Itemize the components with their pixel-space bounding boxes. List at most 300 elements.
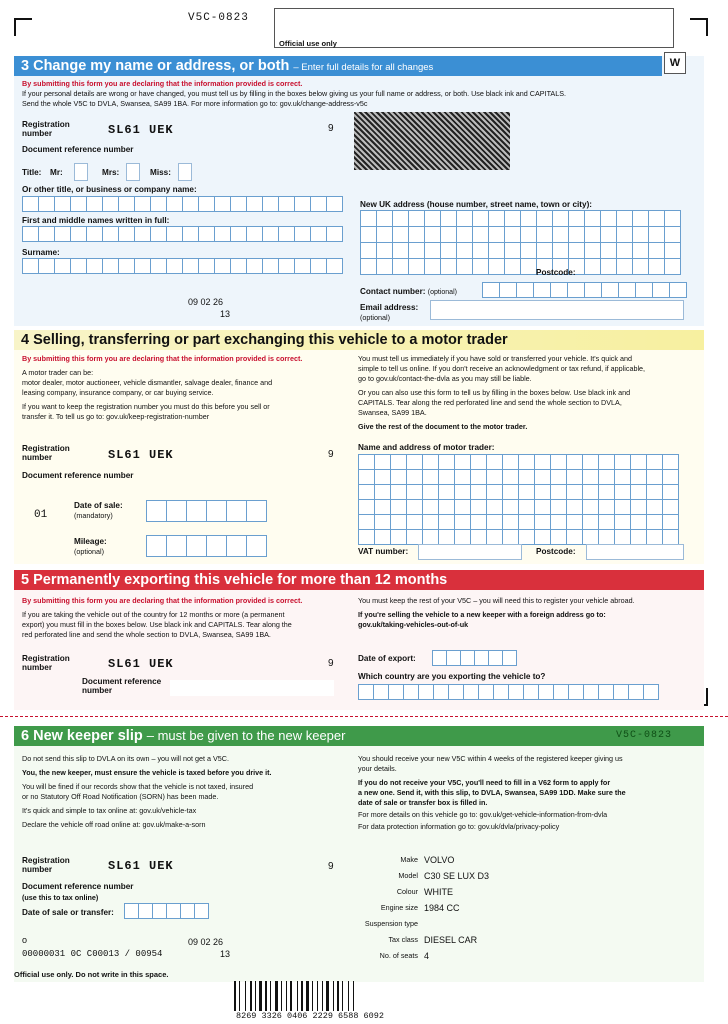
s3-other-title-boxes[interactable] (22, 196, 343, 212)
grid-cell[interactable] (441, 211, 457, 227)
grid-cell[interactable] (505, 243, 521, 259)
grid-cell[interactable] (505, 227, 521, 243)
grid-cell[interactable] (423, 500, 439, 515)
grid-cell[interactable] (503, 470, 519, 485)
grid-cell[interactable] (375, 455, 391, 470)
char-box[interactable] (71, 258, 87, 274)
char-box[interactable] (119, 258, 135, 274)
grid-cell[interactable] (647, 500, 663, 515)
grid-cell[interactable] (569, 243, 585, 259)
grid-cell[interactable] (505, 259, 521, 275)
grid-cell[interactable] (423, 470, 439, 485)
grid-cell[interactable] (425, 259, 441, 275)
char-box[interactable] (447, 650, 461, 666)
grid-cell[interactable] (407, 455, 423, 470)
char-box[interactable] (585, 282, 602, 298)
grid-cell[interactable] (583, 530, 599, 545)
grid-cell[interactable] (631, 500, 647, 515)
grid-cell[interactable] (487, 455, 503, 470)
grid-cell[interactable] (617, 259, 633, 275)
grid-cell[interactable] (439, 515, 455, 530)
grid-cell[interactable] (503, 530, 519, 545)
grid-cell[interactable] (457, 227, 473, 243)
grid-cell[interactable] (503, 500, 519, 515)
char-box[interactable] (327, 196, 343, 212)
char-box[interactable] (311, 196, 327, 212)
grid-cell[interactable] (615, 485, 631, 500)
grid-cell[interactable] (457, 259, 473, 275)
grid-cell[interactable] (519, 485, 535, 500)
grid-cell[interactable] (489, 259, 505, 275)
grid-cell[interactable] (567, 455, 583, 470)
char-box[interactable] (602, 282, 619, 298)
grid-cell[interactable] (455, 530, 471, 545)
char-box[interactable] (71, 226, 87, 242)
char-box[interactable] (327, 226, 343, 242)
char-box[interactable] (87, 226, 103, 242)
char-box[interactable] (489, 650, 503, 666)
grid-cell[interactable] (425, 211, 441, 227)
s3-surname-boxes[interactable] (22, 258, 343, 274)
grid-cell[interactable] (567, 485, 583, 500)
char-box[interactable] (183, 258, 199, 274)
char-box[interactable] (653, 282, 670, 298)
grid-cell[interactable] (615, 515, 631, 530)
grid-cell[interactable] (585, 227, 601, 243)
char-box[interactable] (295, 258, 311, 274)
grid-cell[interactable] (535, 470, 551, 485)
char-box[interactable] (55, 226, 71, 242)
s4-date-boxes[interactable] (146, 500, 267, 522)
char-box[interactable] (39, 196, 55, 212)
grid-cell[interactable] (599, 500, 615, 515)
grid-cell[interactable] (631, 530, 647, 545)
grid-cell[interactable] (585, 211, 601, 227)
char-box[interactable] (419, 684, 434, 700)
grid-cell[interactable] (407, 530, 423, 545)
s3-first-names-boxes[interactable] (22, 226, 343, 242)
grid-cell[interactable] (407, 500, 423, 515)
char-box[interactable] (183, 226, 199, 242)
grid-cell[interactable] (663, 470, 679, 485)
char-box[interactable] (534, 282, 551, 298)
grid-cell[interactable] (551, 455, 567, 470)
grid-cell[interactable] (471, 500, 487, 515)
grid-cell[interactable] (633, 227, 649, 243)
char-box[interactable] (87, 258, 103, 274)
char-box[interactable] (215, 258, 231, 274)
char-box[interactable] (215, 196, 231, 212)
char-box[interactable] (119, 226, 135, 242)
char-box[interactable] (404, 684, 419, 700)
grid-cell[interactable] (471, 455, 487, 470)
char-box[interactable] (295, 196, 311, 212)
char-box[interactable] (311, 226, 327, 242)
char-box[interactable] (23, 196, 39, 212)
char-box[interactable] (87, 196, 103, 212)
grid-cell[interactable] (393, 227, 409, 243)
char-box[interactable] (231, 258, 247, 274)
char-box[interactable] (247, 196, 263, 212)
grid-cell[interactable] (537, 243, 553, 259)
char-box[interactable] (55, 258, 71, 274)
char-box[interactable] (183, 196, 199, 212)
grid-cell[interactable] (535, 485, 551, 500)
char-box[interactable] (135, 226, 151, 242)
grid-cell[interactable] (489, 211, 505, 227)
grid-cell[interactable] (519, 500, 535, 515)
grid-cell[interactable] (423, 530, 439, 545)
grid-cell[interactable] (471, 530, 487, 545)
grid-cell[interactable] (377, 227, 393, 243)
grid-cell[interactable] (471, 470, 487, 485)
grid-cell[interactable] (409, 227, 425, 243)
grid-cell[interactable] (649, 259, 665, 275)
char-box[interactable] (103, 196, 119, 212)
grid-cell[interactable] (441, 259, 457, 275)
perforated-tear-line[interactable] (0, 716, 728, 717)
char-box[interactable] (139, 903, 153, 919)
char-box[interactable] (167, 500, 187, 522)
grid-cell[interactable] (375, 485, 391, 500)
char-box[interactable] (247, 226, 263, 242)
grid-cell[interactable] (535, 515, 551, 530)
grid-cell[interactable] (473, 211, 489, 227)
grid-cell[interactable] (361, 227, 377, 243)
grid-cell[interactable] (583, 500, 599, 515)
char-box[interactable] (71, 196, 87, 212)
grid-cell[interactable] (425, 243, 441, 259)
s3-mrs-box[interactable] (126, 163, 140, 181)
grid-cell[interactable] (471, 515, 487, 530)
char-box[interactable] (199, 196, 215, 212)
grid-cell[interactable] (441, 227, 457, 243)
grid-cell[interactable] (615, 470, 631, 485)
grid-cell[interactable] (393, 211, 409, 227)
grid-cell[interactable] (407, 470, 423, 485)
grid-cell[interactable] (665, 227, 681, 243)
grid-cell[interactable] (599, 455, 615, 470)
char-box[interactable] (295, 226, 311, 242)
grid-cell[interactable] (409, 211, 425, 227)
char-box[interactable] (181, 903, 195, 919)
char-box[interactable] (151, 226, 167, 242)
char-box[interactable] (187, 535, 207, 557)
char-box[interactable] (670, 282, 687, 298)
char-box[interactable] (195, 903, 209, 919)
grid-cell[interactable] (647, 530, 663, 545)
char-box[interactable] (554, 684, 569, 700)
char-box[interactable] (231, 226, 247, 242)
char-box[interactable] (215, 226, 231, 242)
grid-cell[interactable] (359, 470, 375, 485)
char-box[interactable] (503, 650, 517, 666)
char-box[interactable] (279, 196, 295, 212)
grid-cell[interactable] (567, 530, 583, 545)
grid-cell[interactable] (535, 455, 551, 470)
s4-postcode-field[interactable] (586, 544, 684, 560)
grid-cell[interactable] (631, 515, 647, 530)
char-box[interactable] (644, 684, 659, 700)
grid-cell[interactable] (585, 259, 601, 275)
grid-cell[interactable] (615, 500, 631, 515)
char-box[interactable] (500, 282, 517, 298)
char-box[interactable] (279, 258, 295, 274)
char-box[interactable] (449, 684, 464, 700)
grid-cell[interactable] (537, 211, 553, 227)
char-box[interactable] (629, 684, 644, 700)
char-box[interactable] (475, 650, 489, 666)
s4-vat-field[interactable] (418, 544, 522, 560)
grid-cell[interactable] (663, 500, 679, 515)
char-box[interactable] (636, 282, 653, 298)
char-box[interactable] (119, 196, 135, 212)
grid-cell[interactable] (393, 259, 409, 275)
char-box[interactable] (509, 684, 524, 700)
char-box[interactable] (551, 282, 568, 298)
grid-cell[interactable] (663, 455, 679, 470)
char-box[interactable] (247, 535, 267, 557)
grid-cell[interactable] (601, 259, 617, 275)
s3-address-grid[interactable] (360, 210, 681, 275)
char-box[interactable] (483, 282, 500, 298)
grid-cell[interactable] (583, 515, 599, 530)
grid-cell[interactable] (567, 470, 583, 485)
grid-cell[interactable] (489, 243, 505, 259)
grid-cell[interactable] (407, 515, 423, 530)
grid-cell[interactable] (601, 227, 617, 243)
s4-mileage-boxes[interactable] (146, 535, 267, 557)
grid-cell[interactable] (551, 470, 567, 485)
grid-cell[interactable] (439, 455, 455, 470)
char-box[interactable] (147, 500, 167, 522)
grid-cell[interactable] (663, 485, 679, 500)
grid-cell[interactable] (487, 470, 503, 485)
grid-cell[interactable] (649, 243, 665, 259)
grid-cell[interactable] (665, 243, 681, 259)
grid-cell[interactable] (569, 211, 585, 227)
grid-cell[interactable] (439, 485, 455, 500)
grid-cell[interactable] (519, 515, 535, 530)
s3-mr-box[interactable] (74, 163, 88, 181)
grid-cell[interactable] (567, 500, 583, 515)
grid-cell[interactable] (647, 455, 663, 470)
grid-cell[interactable] (375, 515, 391, 530)
grid-cell[interactable] (439, 500, 455, 515)
grid-cell[interactable] (473, 259, 489, 275)
grid-cell[interactable] (583, 470, 599, 485)
char-box[interactable] (207, 500, 227, 522)
grid-cell[interactable] (391, 515, 407, 530)
char-box[interactable] (461, 650, 475, 666)
grid-cell[interactable] (455, 515, 471, 530)
grid-cell[interactable] (521, 243, 537, 259)
grid-cell[interactable] (391, 485, 407, 500)
grid-cell[interactable] (617, 243, 633, 259)
grid-cell[interactable] (647, 485, 663, 500)
grid-cell[interactable] (391, 470, 407, 485)
char-box[interactable] (247, 258, 263, 274)
grid-cell[interactable] (615, 455, 631, 470)
grid-cell[interactable] (617, 227, 633, 243)
char-box[interactable] (263, 196, 279, 212)
grid-cell[interactable] (487, 515, 503, 530)
grid-cell[interactable] (455, 485, 471, 500)
grid-cell[interactable] (521, 211, 537, 227)
char-box[interactable] (433, 650, 447, 666)
grid-cell[interactable] (599, 515, 615, 530)
grid-cell[interactable] (487, 530, 503, 545)
grid-cell[interactable] (599, 530, 615, 545)
grid-cell[interactable] (375, 500, 391, 515)
char-box[interactable] (167, 535, 187, 557)
char-box[interactable] (263, 258, 279, 274)
char-box[interactable] (167, 226, 183, 242)
char-box[interactable] (614, 684, 629, 700)
grid-cell[interactable] (633, 211, 649, 227)
char-box[interactable] (125, 903, 139, 919)
grid-cell[interactable] (521, 259, 537, 275)
char-box[interactable] (135, 258, 151, 274)
char-box[interactable] (167, 196, 183, 212)
grid-cell[interactable] (471, 485, 487, 500)
grid-cell[interactable] (375, 530, 391, 545)
char-box[interactable] (389, 684, 404, 700)
grid-cell[interactable] (631, 470, 647, 485)
grid-cell[interactable] (457, 211, 473, 227)
grid-cell[interactable] (583, 455, 599, 470)
grid-cell[interactable] (615, 530, 631, 545)
grid-cell[interactable] (535, 530, 551, 545)
grid-cell[interactable] (361, 259, 377, 275)
char-box[interactable] (135, 196, 151, 212)
grid-cell[interactable] (455, 470, 471, 485)
char-box[interactable] (23, 226, 39, 242)
grid-cell[interactable] (361, 211, 377, 227)
s5-docref-field[interactable] (170, 680, 334, 696)
char-box[interactable] (479, 684, 494, 700)
grid-cell[interactable] (391, 530, 407, 545)
char-box[interactable] (187, 500, 207, 522)
grid-cell[interactable] (553, 243, 569, 259)
char-box[interactable] (151, 196, 167, 212)
grid-cell[interactable] (647, 515, 663, 530)
grid-cell[interactable] (551, 515, 567, 530)
grid-cell[interactable] (585, 243, 601, 259)
grid-cell[interactable] (455, 455, 471, 470)
grid-cell[interactable] (617, 211, 633, 227)
char-box[interactable] (374, 684, 389, 700)
char-box[interactable] (199, 226, 215, 242)
grid-cell[interactable] (599, 470, 615, 485)
grid-cell[interactable] (551, 500, 567, 515)
char-box[interactable] (207, 535, 227, 557)
char-box[interactable] (327, 258, 343, 274)
grid-cell[interactable] (359, 530, 375, 545)
grid-cell[interactable] (409, 243, 425, 259)
grid-cell[interactable] (439, 530, 455, 545)
grid-cell[interactable] (489, 227, 505, 243)
grid-cell[interactable] (473, 227, 489, 243)
char-box[interactable] (619, 282, 636, 298)
s3-miss-box[interactable] (178, 163, 192, 181)
grid-cell[interactable] (647, 470, 663, 485)
char-box[interactable] (263, 226, 279, 242)
char-box[interactable] (231, 196, 247, 212)
char-box[interactable] (227, 500, 247, 522)
char-box[interactable] (279, 226, 295, 242)
char-box[interactable] (103, 226, 119, 242)
grid-cell[interactable] (567, 515, 583, 530)
char-box[interactable] (569, 684, 584, 700)
char-box[interactable] (39, 226, 55, 242)
char-box[interactable] (568, 282, 585, 298)
grid-cell[interactable] (553, 211, 569, 227)
s6-date-boxes[interactable] (124, 903, 209, 919)
char-box[interactable] (23, 258, 39, 274)
grid-cell[interactable] (519, 455, 535, 470)
grid-cell[interactable] (377, 243, 393, 259)
grid-cell[interactable] (359, 485, 375, 500)
char-box[interactable] (539, 684, 554, 700)
char-box[interactable] (39, 258, 55, 274)
s4-trader-grid[interactable] (358, 454, 679, 545)
char-box[interactable] (464, 684, 479, 700)
grid-cell[interactable] (583, 485, 599, 500)
grid-cell[interactable] (487, 485, 503, 500)
grid-cell[interactable] (361, 243, 377, 259)
grid-cell[interactable] (439, 470, 455, 485)
char-box[interactable] (167, 903, 181, 919)
grid-cell[interactable] (663, 530, 679, 545)
grid-cell[interactable] (665, 259, 681, 275)
grid-cell[interactable] (649, 211, 665, 227)
char-box[interactable] (151, 258, 167, 274)
grid-cell[interactable] (457, 243, 473, 259)
char-box[interactable] (517, 282, 534, 298)
char-box[interactable] (199, 258, 215, 274)
grid-cell[interactable] (441, 243, 457, 259)
grid-cell[interactable] (377, 211, 393, 227)
grid-cell[interactable] (423, 485, 439, 500)
grid-cell[interactable] (631, 485, 647, 500)
grid-cell[interactable] (599, 485, 615, 500)
s3-contact-boxes[interactable] (482, 282, 687, 298)
grid-cell[interactable] (359, 515, 375, 530)
grid-cell[interactable] (409, 259, 425, 275)
char-box[interactable] (55, 196, 71, 212)
grid-cell[interactable] (551, 530, 567, 545)
grid-cell[interactable] (519, 470, 535, 485)
grid-cell[interactable] (537, 227, 553, 243)
grid-cell[interactable] (535, 500, 551, 515)
grid-cell[interactable] (649, 227, 665, 243)
grid-cell[interactable] (601, 243, 617, 259)
char-box[interactable] (247, 500, 267, 522)
char-box[interactable] (153, 903, 167, 919)
char-box[interactable] (147, 535, 167, 557)
grid-cell[interactable] (359, 500, 375, 515)
grid-cell[interactable] (663, 515, 679, 530)
grid-cell[interactable] (391, 500, 407, 515)
grid-cell[interactable] (503, 485, 519, 500)
grid-cell[interactable] (633, 243, 649, 259)
grid-cell[interactable] (487, 500, 503, 515)
char-box[interactable] (167, 258, 183, 274)
grid-cell[interactable] (407, 485, 423, 500)
char-box[interactable] (103, 258, 119, 274)
grid-cell[interactable] (519, 530, 535, 545)
